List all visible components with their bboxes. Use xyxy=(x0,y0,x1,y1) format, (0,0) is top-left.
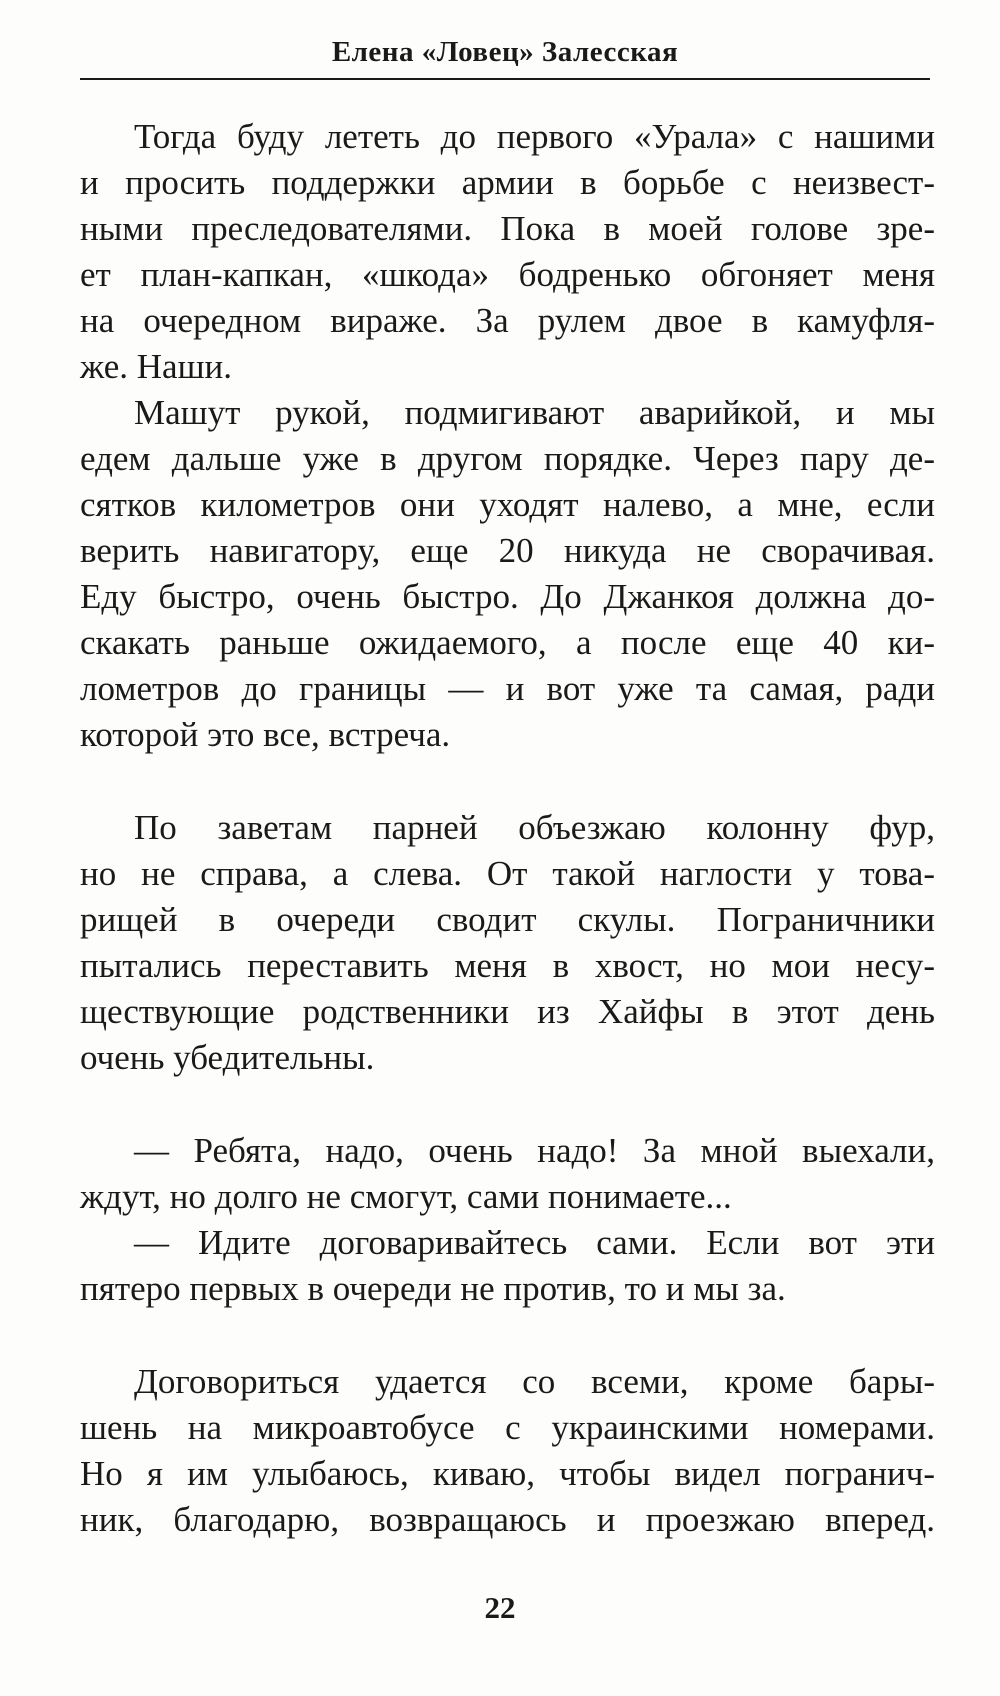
text-line: — Ребята, надо, очень надо! За мной выехали, xyxy=(134,1131,935,1170)
text-line: ными преследователями. Пока в моей голове зре- xyxy=(80,209,935,248)
dialogue-line xyxy=(80,1220,935,1312)
dialogue-line xyxy=(80,1128,935,1220)
body-text xyxy=(80,114,935,1543)
section-break xyxy=(80,758,935,805)
text-line: и просить поддержки армии в борьбе с неизвест- xyxy=(80,163,935,202)
text-line: лометров до границы — и вот уже та самая, ради xyxy=(80,669,935,708)
section-break xyxy=(80,1312,935,1359)
text-line: ет план-капкан, «шкода» бодренько обгоняет меня xyxy=(80,255,935,294)
text-line: ник, благодарю, возвращаюсь и проезжаю вперед. xyxy=(80,1500,935,1539)
text-line: рищей в очереди сводит скулы. Пограничники xyxy=(80,900,935,939)
text-line: же. Наши. xyxy=(80,347,232,386)
running-head: Елена «Ловец» Залесская xyxy=(331,36,679,68)
text-line: Но я им улыбаюсь, киваю, чтобы видел погранич- xyxy=(80,1454,935,1493)
text-line: очень убедительны. xyxy=(80,1038,375,1077)
text-line: верить навигатору, еще 20 никуда не сворачивая. xyxy=(80,531,935,570)
text-line: Еду быстро, очень быстро. До Джанкоя должна до- xyxy=(80,577,935,616)
text-line: на очередном вираже. За рулем двое в камуфля- xyxy=(80,301,935,340)
text-line: Договориться удается со всеми, кроме бары- xyxy=(134,1362,935,1401)
text-line: По заветам парней объезжаю колонну фур, xyxy=(134,808,935,847)
paragraph xyxy=(80,805,935,1081)
text-line: — Идите договаривайтесь сами. Если вот эти xyxy=(134,1223,935,1262)
text-line: шень на микроавтобусе с украинскими номерами. xyxy=(80,1408,935,1447)
paragraph xyxy=(80,1359,935,1543)
text-line: скакать раньше ожидаемого, а после еще 40 ки- xyxy=(80,623,935,662)
page-number: 22 xyxy=(484,1590,516,1625)
text-line: пятеро первых в очереди не против, то и мы за. xyxy=(80,1269,786,1308)
text-line: Тогда буду лететь до первого «Урала» с нашими xyxy=(134,117,935,156)
paragraph xyxy=(80,114,935,390)
paragraph xyxy=(80,390,935,758)
text-line: но не справа, а слева. От такой наглости у това- xyxy=(80,854,935,893)
text-line: сятков километров они уходят налево, а мне, если xyxy=(80,485,935,524)
text-line: ществующие родственники из Хайфы в этот день xyxy=(80,992,935,1031)
text-line: которой это все, встреча. xyxy=(80,715,451,754)
text-line: ждут, но долго не смогут, сами понимаете... xyxy=(80,1177,732,1216)
text-line: пытались переставить меня в хвост, но мои несу- xyxy=(80,946,935,985)
header-rule xyxy=(80,78,930,80)
section-break xyxy=(80,1081,935,1128)
text-line: Машут рукой, подмигивают аварийкой, и мы xyxy=(134,393,935,432)
text-line: едем дальше уже в другом порядке. Через пару де- xyxy=(80,439,935,478)
